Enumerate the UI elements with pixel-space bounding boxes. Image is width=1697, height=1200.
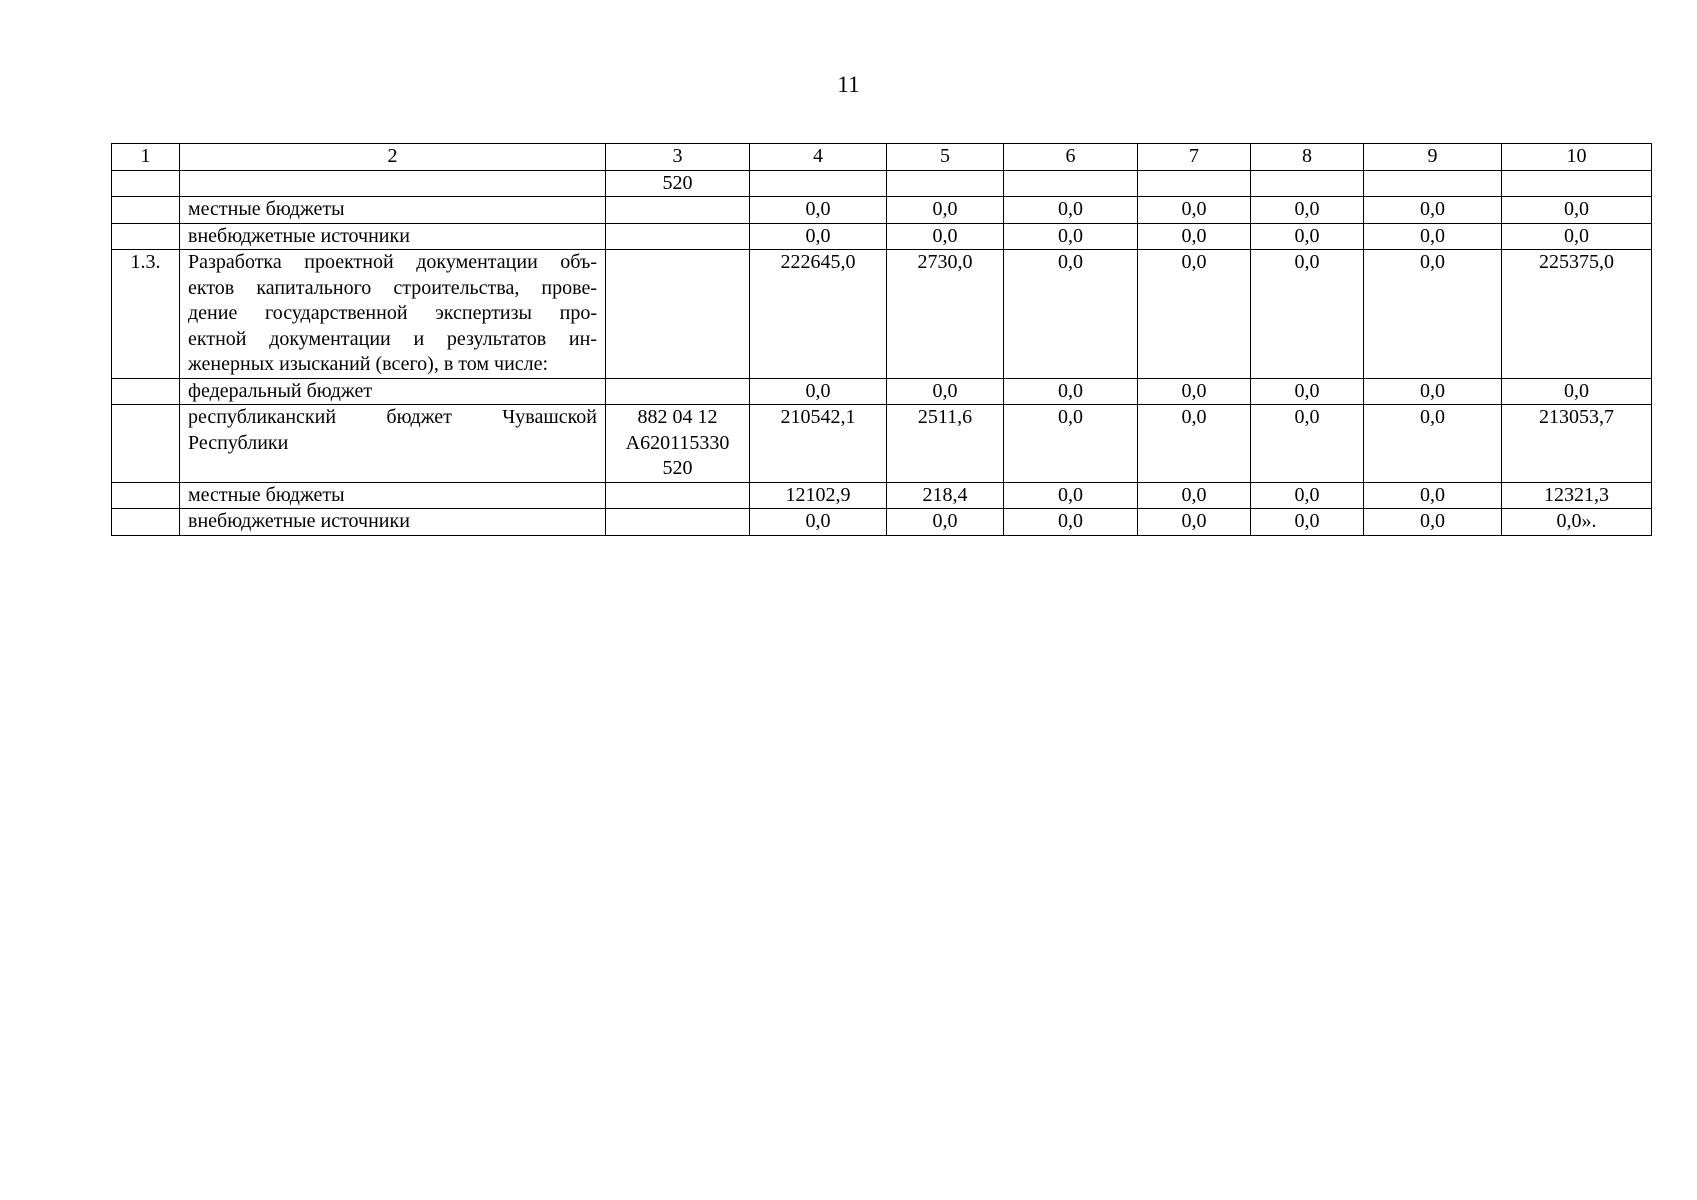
header-row: [112, 144, 1652, 171]
row-code-cell: [606, 509, 750, 536]
row-name-cell: [180, 509, 606, 536]
row-value-cell: 0,0: [1364, 482, 1502, 509]
row-value-cell: 0,0: [887, 197, 1004, 224]
row-number-cell: 1.3.: [112, 250, 180, 379]
row-code-cell: [606, 482, 750, 509]
row-value-cell: 0,0: [1004, 378, 1138, 405]
row-value-cell: 0,0: [750, 378, 887, 405]
row-name-cell: [180, 170, 606, 197]
row-value-cell: [1364, 170, 1502, 197]
row-value-cell: [1251, 170, 1364, 197]
header-cell: 4: [750, 144, 887, 171]
row-value-cell: 0,0: [1138, 482, 1251, 509]
row-name-cell: [180, 197, 606, 224]
row-value-cell: 0,0: [1004, 405, 1138, 483]
row-number-cell: [112, 223, 180, 250]
row-value-cell: 0,0: [1251, 223, 1364, 250]
row-name-line: ектной документации и результатов ин-: [188, 327, 597, 350]
row-value-cell: 0,0: [1138, 405, 1251, 483]
row-code-line: 882 04 12: [637, 406, 718, 428]
row-value-cell: 222645,0: [750, 250, 887, 379]
budget-table: [111, 143, 1652, 536]
row-code-cell: [606, 197, 750, 224]
row-value-cell: 0,0: [887, 378, 1004, 405]
header-cell: 2: [180, 144, 606, 171]
row-number-cell: [112, 170, 180, 197]
table-row: [112, 197, 1652, 224]
row-name-cell: [180, 405, 606, 483]
table-row: [112, 405, 1652, 483]
row-code-cell: [606, 405, 750, 483]
row-value-cell: 2730,0: [887, 250, 1004, 379]
row-value-cell: [750, 170, 887, 197]
row-value-cell: 0,0: [1502, 197, 1652, 224]
table-row: [112, 223, 1652, 250]
row-value-cell: 12102,9: [750, 482, 887, 509]
row-name-cell: [180, 378, 606, 405]
row-value-cell: 0,0: [1502, 223, 1652, 250]
row-value-cell: 0,0: [1138, 223, 1251, 250]
row-value-cell: 2511,6: [887, 405, 1004, 483]
row-name-line: федеральный бюджет: [188, 379, 373, 402]
row-value-cell: 210542,1: [750, 405, 887, 483]
row-name-line: дение государственной экспертизы про-: [188, 302, 597, 324]
row-value-cell: 0,0».: [1502, 509, 1652, 536]
row-value-cell: 0,0: [1364, 405, 1502, 483]
header-cell: 3: [606, 144, 750, 171]
row-value-cell: 0,0: [1138, 509, 1251, 536]
row-value-cell: 0,0: [1251, 509, 1364, 536]
row-value-cell: [1004, 170, 1138, 197]
row-name-line: внебюджетные источники: [188, 224, 410, 247]
row-code-cell: [606, 378, 750, 405]
header-cell: 1: [112, 144, 180, 171]
table-row: [112, 378, 1652, 405]
row-value-cell: 0,0: [1004, 250, 1138, 379]
row-value-cell: 0,0: [750, 223, 887, 250]
row-value-cell: 0,0: [750, 197, 887, 224]
table-row: [112, 509, 1652, 536]
row-value-cell: 0,0: [1004, 223, 1138, 250]
row-code-cell: [606, 250, 750, 379]
page-number: 11: [837, 72, 860, 97]
row-value-cell: 225375,0: [1502, 250, 1652, 379]
row-number-cell: [112, 405, 180, 483]
header-cell: 7: [1138, 144, 1251, 171]
row-name-line: местные бюджеты: [188, 483, 345, 506]
row-name-line: внебюджетные источники: [188, 510, 410, 532]
row-value-cell: 0,0: [1364, 250, 1502, 379]
row-value-cell: 0,0: [1364, 509, 1502, 536]
row-name-line: женерных изысканий (всего), в том числе:: [188, 353, 549, 375]
row-number-cell: [112, 197, 180, 224]
row-code-line: 520: [662, 171, 693, 194]
row-value-cell: 0,0: [1138, 197, 1251, 224]
row-value-cell: 218,4: [887, 482, 1004, 509]
row-value-cell: 0,0: [887, 223, 1004, 250]
row-value-cell: 0,0: [1251, 250, 1364, 379]
row-code-line: А620115330: [625, 431, 730, 454]
header-cell: 8: [1251, 144, 1364, 171]
header-cell: 10: [1502, 144, 1652, 171]
row-name-cell: [180, 223, 606, 250]
row-name-cell: [180, 482, 606, 509]
row-number-cell: [112, 482, 180, 509]
row-value-cell: 12321,3: [1502, 482, 1652, 509]
row-value-cell: 0,0: [1004, 509, 1138, 536]
row-value-cell: [887, 170, 1004, 197]
row-value-cell: 0,0: [1004, 482, 1138, 509]
row-value-cell: 0,0: [1251, 482, 1364, 509]
row-name-line: Разработка проектной документации объ-: [188, 251, 597, 273]
header-cell: 6: [1004, 144, 1138, 171]
row-value-cell: 0,0: [1251, 197, 1364, 224]
row-value-cell: 0,0: [1138, 250, 1251, 379]
row-value-cell: [1138, 170, 1251, 197]
row-value-cell: 0,0: [1138, 378, 1251, 405]
row-value-cell: 0,0: [750, 509, 887, 536]
row-name-cell: [180, 250, 606, 379]
row-name-line: местные бюджеты: [188, 198, 345, 220]
row-value-cell: 213053,7: [1502, 405, 1652, 483]
row-value-cell: 0,0: [1004, 197, 1138, 224]
table-row: [112, 482, 1652, 509]
row-value-cell: 0,0: [1364, 223, 1502, 250]
row-value-cell: 0,0: [887, 509, 1004, 536]
row-value-cell: 0,0: [1251, 378, 1364, 405]
row-number-cell: [112, 378, 180, 405]
header-cell: 5: [887, 144, 1004, 171]
table-row: [112, 250, 1652, 379]
table-body: [112, 144, 1652, 536]
row-value-cell: 0,0: [1364, 378, 1502, 405]
header-cell: 9: [1364, 144, 1502, 171]
row-name-line: республиканский бюджет Чувашской: [188, 406, 597, 428]
table-row: [112, 170, 1652, 197]
row-code-cell: [606, 170, 750, 197]
row-value-cell: 0,0: [1502, 378, 1652, 405]
row-value-cell: [1502, 170, 1652, 197]
row-code-cell: [606, 223, 750, 250]
row-number-cell: [112, 509, 180, 536]
row-value-cell: 0,0: [1251, 405, 1364, 483]
row-name-line: Республики: [188, 431, 289, 454]
row-name-line: ектов капитального строительства, прове-: [188, 276, 597, 299]
row-code-line: 520: [662, 457, 693, 479]
row-value-cell: 0,0: [1364, 197, 1502, 224]
